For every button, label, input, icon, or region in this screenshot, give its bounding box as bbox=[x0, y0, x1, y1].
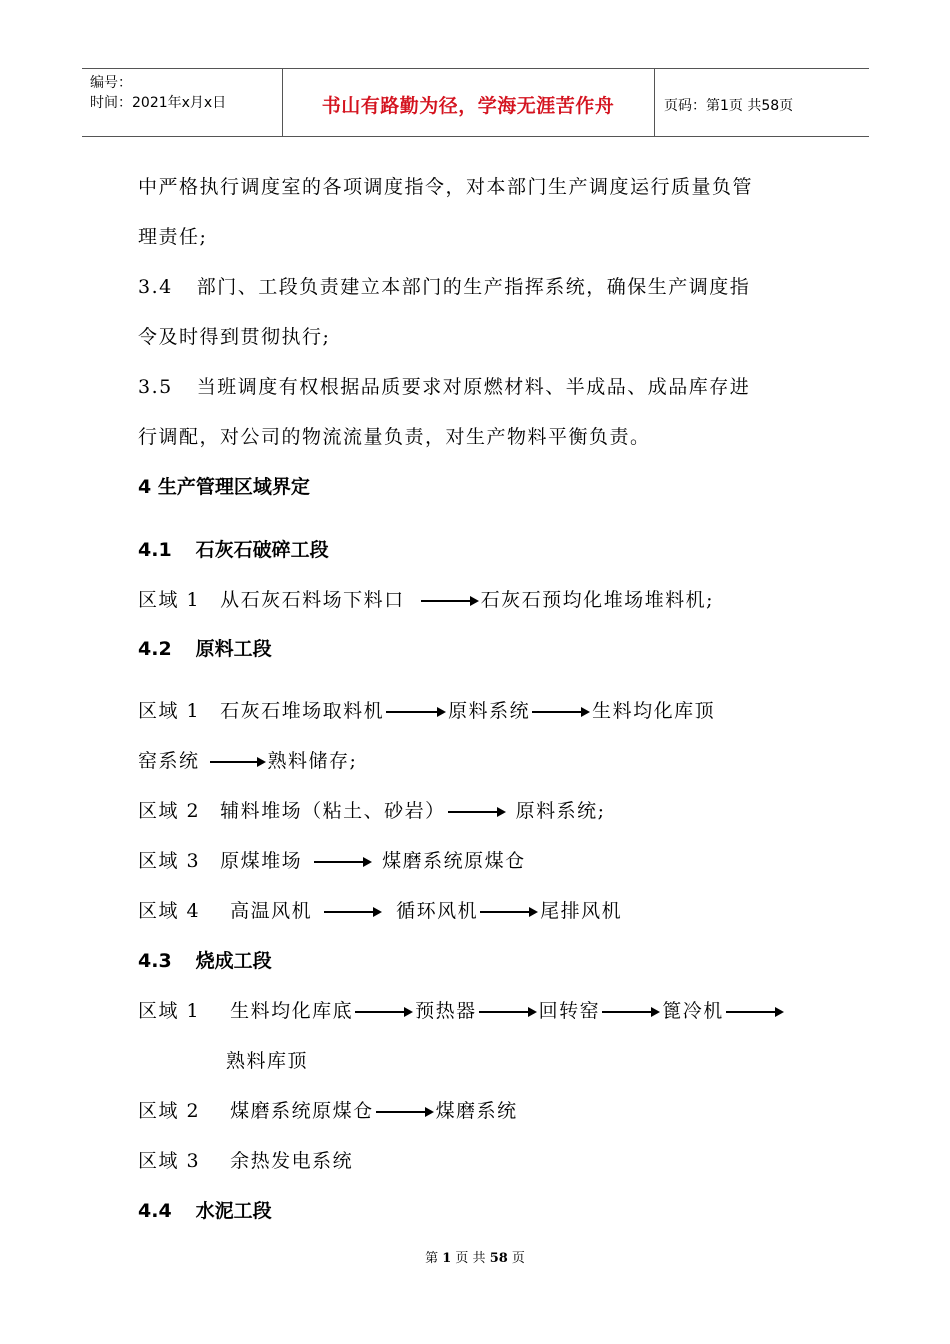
region-line bbox=[138, 696, 715, 723]
region-node: 尾排风机 bbox=[540, 900, 623, 922]
arrow-icon bbox=[480, 906, 538, 918]
clause-text: 当班调度有权根据品质要求对原燃材料、半成品、成品库存进 bbox=[196, 376, 751, 398]
paragraph-line: 中严格执行调度室的各项调度指令，对本部门生产调度运行质量负管 bbox=[138, 176, 754, 198]
subsection-title: 水泥工段 bbox=[195, 1200, 272, 1222]
subsection-heading bbox=[138, 946, 272, 973]
subsection-title: 石灰石破碎工段 bbox=[195, 539, 329, 561]
subsection-number: 4.4 bbox=[138, 1200, 172, 1222]
region-node: 原煤堆场 bbox=[220, 850, 303, 872]
subsection-heading bbox=[138, 535, 329, 562]
footer-suffix: 页 bbox=[511, 1251, 525, 1266]
subsection-number: 4.2 bbox=[138, 638, 172, 660]
arrow-icon bbox=[210, 756, 266, 768]
region-label: 区域 1 bbox=[138, 1000, 201, 1022]
region-line bbox=[138, 996, 786, 1023]
region-node: 篦冷机 bbox=[662, 1000, 724, 1022]
arrow-icon bbox=[324, 906, 382, 918]
document-number-label: 编号： bbox=[90, 75, 132, 91]
clause-number: 3.4 bbox=[138, 276, 173, 298]
subsection-number: 4.1 bbox=[138, 539, 172, 561]
region-end: 石灰石预均化堆场堆料机; bbox=[480, 589, 715, 611]
region-node: 煤磨系统原煤仓 bbox=[230, 1100, 374, 1122]
region-label: 区域 1 bbox=[138, 589, 201, 611]
section-heading: 4 生产管理区域界定 bbox=[138, 476, 310, 498]
region-node: 循环风机 bbox=[396, 900, 479, 922]
subsection-heading bbox=[138, 1196, 272, 1223]
region-label: 区域 3 bbox=[138, 1150, 201, 1172]
region-label: 区域 3 bbox=[138, 850, 201, 872]
region-line bbox=[138, 896, 622, 923]
region-node: 生料均化库顶 bbox=[592, 700, 716, 722]
region-node: 窑系统 bbox=[138, 750, 200, 772]
subsection-heading bbox=[138, 634, 272, 661]
header-page-label: 页码：第1页 共58页 bbox=[664, 98, 794, 114]
arrow-icon bbox=[448, 806, 506, 818]
arrow-icon bbox=[386, 706, 446, 718]
region-line bbox=[138, 796, 606, 823]
paragraph-line bbox=[138, 272, 750, 299]
header-divider bbox=[654, 69, 655, 136]
arrow-icon bbox=[355, 1006, 413, 1018]
region-label: 区域 1 bbox=[138, 700, 201, 722]
region-node: 预热器 bbox=[415, 1000, 477, 1022]
subsection-number: 4.3 bbox=[138, 950, 172, 972]
region-line bbox=[138, 746, 357, 773]
paragraph-line bbox=[138, 372, 750, 399]
clause-text: 部门、工段负责建立本部门的生产指挥系统，确保生产调度指 bbox=[196, 276, 751, 298]
region-label: 区域 2 bbox=[138, 1100, 201, 1122]
region-node: 原料系统; bbox=[515, 800, 606, 822]
document-time-label: 时间：2021年x月x日 bbox=[90, 95, 227, 111]
region-line bbox=[138, 1146, 353, 1173]
arrow-icon bbox=[314, 856, 372, 868]
arrow-icon bbox=[421, 595, 479, 607]
region-node: 高温风机 bbox=[230, 900, 313, 922]
region-node: 辅料堆场（粘土、砂岩） bbox=[220, 800, 446, 822]
arrow-icon bbox=[532, 706, 590, 718]
header-meta bbox=[90, 73, 226, 113]
page-footer bbox=[0, 1247, 950, 1266]
clause-number: 3.5 bbox=[138, 376, 173, 398]
document-header bbox=[82, 68, 869, 137]
region-line bbox=[138, 585, 714, 612]
region-node: 煤磨系统 bbox=[435, 1100, 518, 1122]
paragraph-line: 理责任; bbox=[138, 226, 208, 248]
region-line bbox=[138, 1096, 518, 1123]
footer-page-number: 1 bbox=[442, 1251, 452, 1266]
region-node: 煤磨系统原煤仓 bbox=[382, 850, 526, 872]
subsection-title: 原料工段 bbox=[195, 638, 272, 660]
region-start: 从石灰石料场下料口 bbox=[220, 589, 405, 611]
region-node: 原料系统 bbox=[448, 700, 531, 722]
region-label: 区域 2 bbox=[138, 800, 201, 822]
arrow-icon bbox=[726, 1006, 784, 1018]
region-line: 熟料库顶 bbox=[226, 1050, 309, 1072]
region-node: 石灰石堆场取料机 bbox=[220, 700, 385, 722]
region-line bbox=[138, 846, 526, 873]
arrow-icon bbox=[376, 1106, 434, 1118]
subsection-title: 烧成工段 bbox=[195, 950, 272, 972]
paragraph-line: 行调配，对公司的物流流量负责，对生产物料平衡负责。 bbox=[138, 426, 651, 448]
region-node: 生料均化库底 bbox=[230, 1000, 354, 1022]
paragraph-line: 令及时得到贯彻执行; bbox=[138, 326, 331, 348]
footer-mid: 页 共 bbox=[455, 1251, 486, 1266]
region-node: 余热发电系统 bbox=[230, 1150, 354, 1172]
arrow-icon bbox=[602, 1006, 660, 1018]
region-node: 熟料储存; bbox=[267, 750, 358, 772]
header-motto: 书山有路勤为径，学海无涯苦作舟 bbox=[321, 95, 615, 117]
footer-total-pages: 58 bbox=[489, 1251, 508, 1266]
region-node: 回转窑 bbox=[538, 1000, 601, 1022]
arrow-icon bbox=[479, 1006, 537, 1018]
footer-prefix: 第 bbox=[425, 1251, 439, 1266]
region-label: 区域 4 bbox=[138, 900, 201, 922]
